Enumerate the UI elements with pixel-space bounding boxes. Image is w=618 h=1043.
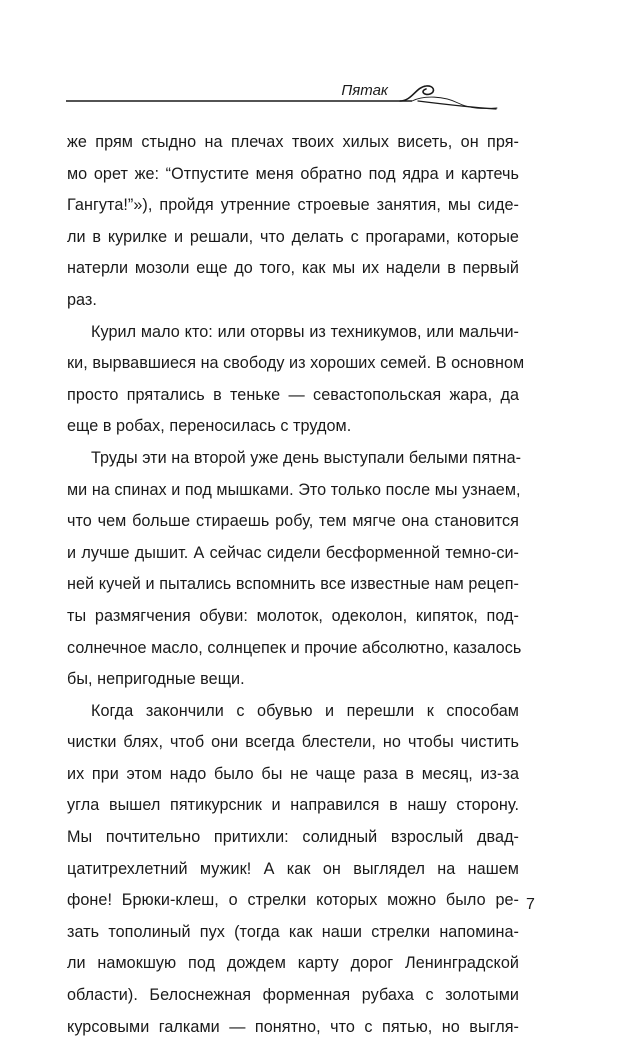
text-line: фоне! Брюки-клеш, о стрелки которых можно было ре- bbox=[67, 891, 519, 910]
text-line: раз. bbox=[67, 290, 97, 309]
text-line: ней кучей и пытались вспомнить все известные нам рецеп- bbox=[67, 575, 519, 594]
page-number: 7 bbox=[526, 896, 535, 913]
text-line: ты размягчения обуви: молоток, одеколон, кипяток, под- bbox=[67, 606, 519, 625]
text-line: Труды эти на второй уже день выступали белыми пятна- bbox=[91, 448, 522, 467]
header-ornament-rule bbox=[66, 74, 498, 114]
text-line: и лучше дышит. А сейчас сидели бесформенной темно-си- bbox=[67, 543, 519, 562]
text-line: ки, вырвавшиеся на свободу из хороших семей. В основном bbox=[67, 354, 525, 373]
text-line: еще в робах, переносилась с трудом. bbox=[67, 417, 352, 436]
text-line: ли в курилке и решали, что делать с прогарами, которые bbox=[67, 227, 519, 246]
text-line: натерли мозоли еще до того, как мы их надели в первый bbox=[67, 259, 519, 278]
text-line: ми на спинах и под мышками. Это только после мы узнаем, bbox=[67, 480, 521, 499]
running-header bbox=[66, 74, 498, 114]
text-line: солнечное масло, солнцепек и прочие абсолютно, казалось bbox=[67, 638, 522, 657]
text-line: их при этом надо было бы не чаще раза в месяц, из-за bbox=[67, 764, 519, 783]
text-line: угла вышел пятикурсник и направился в нашу сторону. bbox=[67, 796, 519, 815]
running-title: Пятак bbox=[341, 82, 388, 99]
text-line: Курил мало кто: или оторвы из техникумов, или мальчи- bbox=[91, 322, 519, 341]
text-line: цатитрехлетний мужик! А как он выглядел на нашем bbox=[67, 859, 519, 878]
text-line: Когда закончили с обувью и перешли к способам bbox=[91, 701, 519, 720]
text-line: же прям стыдно на плечах твоих хилых висеть, он пря- bbox=[67, 133, 519, 151]
text-line: что чем больше стираешь робу, тем мягче она становится bbox=[67, 512, 519, 531]
text-line: мо орет же: “Отпустите меня обратно под ядра и картечь bbox=[67, 164, 519, 183]
text-line: Гангута!”»), пройдя утренние строевые занятия, мы сиде- bbox=[67, 196, 519, 215]
text-line: зать тополиный пух (тогда как наши стрелки напомина- bbox=[67, 922, 519, 941]
body-text bbox=[67, 127, 525, 1043]
text-line: области). Белоснежная форменная рубаха с золотыми bbox=[67, 986, 519, 1005]
text-line: чистки блях, чтоб они всегда блестели, но чтобы чистить bbox=[67, 733, 519, 752]
text-line: просто прятались в теньке — севастопольская жара, да bbox=[67, 385, 519, 404]
text-line: Мы почтительно притихли: солидный взрослый двад- bbox=[67, 828, 519, 847]
text-line: ли намокшую под дождем карту дорог Ленинградской bbox=[67, 954, 519, 973]
text-line: курсовыми галками — понятно, что с пятью, но выгля- bbox=[67, 1017, 519, 1036]
text-line: бы, непригодные вещи. bbox=[67, 670, 245, 689]
